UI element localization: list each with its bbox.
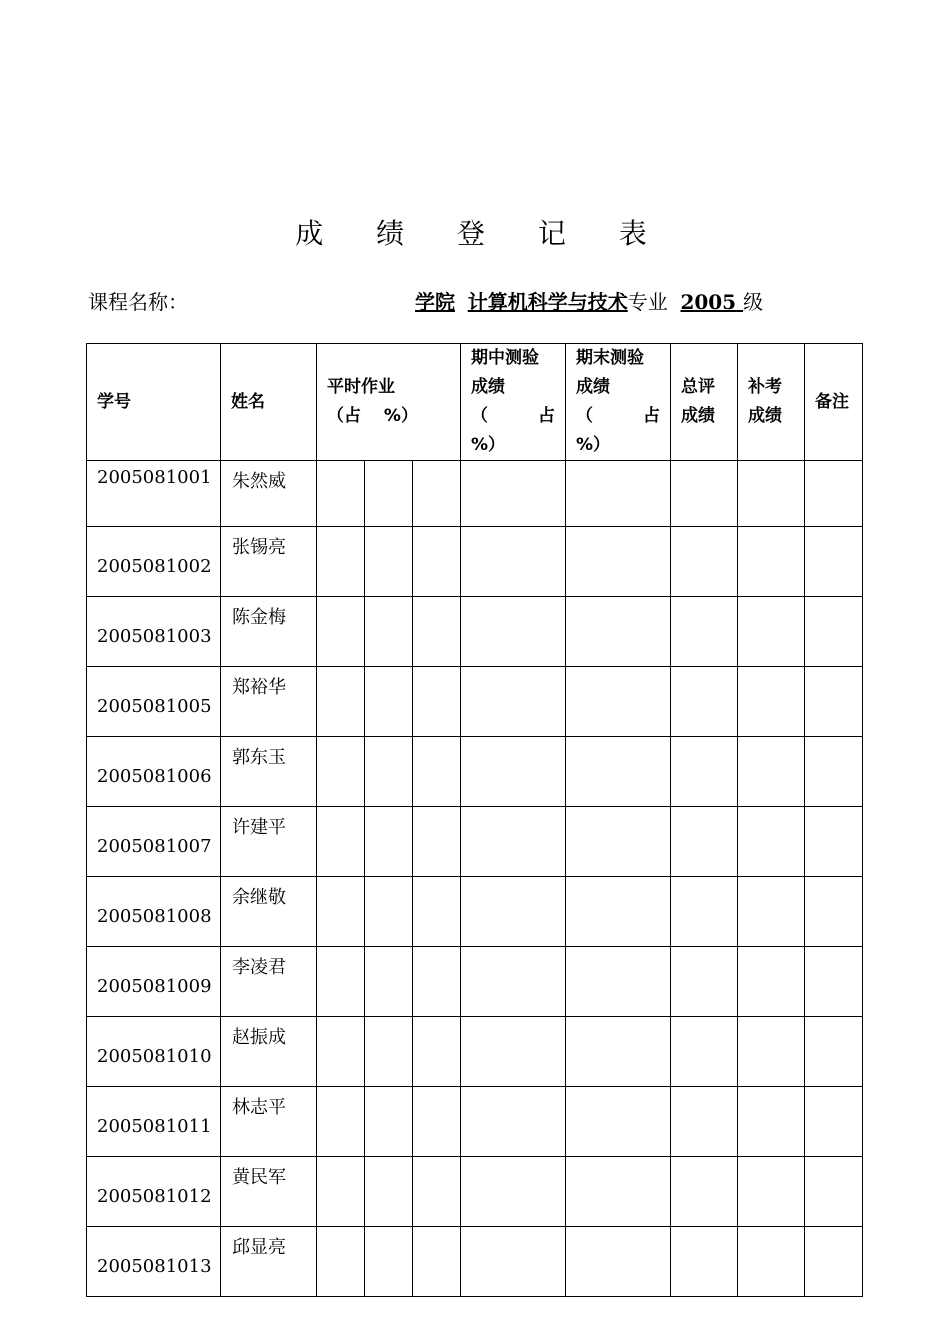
grade-cell-regular-3[interactable]	[413, 667, 461, 737]
grade-cell-final[interactable]	[566, 461, 671, 527]
grade-cell-regular-3[interactable]	[413, 1087, 461, 1157]
grade-cell-remarks[interactable]	[805, 1157, 863, 1227]
grade-cell-makeup[interactable]	[738, 1017, 805, 1087]
grade-cell-regular-2[interactable]	[365, 1227, 413, 1297]
grade-cell-final[interactable]	[566, 1017, 671, 1087]
grade-cell-regular-3[interactable]	[413, 1157, 461, 1227]
student-id-cell: 2005081008	[87, 877, 221, 947]
grade-cell-final[interactable]	[566, 597, 671, 667]
grade-cell-midterm[interactable]	[461, 1017, 566, 1087]
grade-cell-makeup[interactable]	[738, 947, 805, 1017]
grade-cell-regular-2[interactable]	[365, 1017, 413, 1087]
grade-table	[86, 343, 863, 1297]
grade-cell-regular-1[interactable]	[317, 947, 365, 1017]
grade-cell-regular-2[interactable]	[365, 1157, 413, 1227]
grade-cell-remarks[interactable]	[805, 807, 863, 877]
grade-cell-regular-2[interactable]	[365, 947, 413, 1017]
student-name-cell: 郭东玉	[221, 737, 317, 807]
grade-cell-regular-1[interactable]	[317, 1157, 365, 1227]
grade-cell-remarks[interactable]	[805, 947, 863, 1017]
grade-cell-makeup[interactable]	[738, 527, 805, 597]
grade-cell-regular-2[interactable]	[365, 1087, 413, 1157]
grade-cell-total[interactable]	[671, 1017, 738, 1087]
grade-cell-final[interactable]	[566, 1157, 671, 1227]
grade-cell-remarks[interactable]	[805, 1227, 863, 1297]
grade-cell-midterm[interactable]	[461, 461, 566, 527]
grade-cell-makeup[interactable]	[738, 1227, 805, 1297]
grade-cell-regular-1[interactable]	[317, 527, 365, 597]
grade-cell-regular-2[interactable]	[365, 737, 413, 807]
grade-cell-remarks[interactable]	[805, 737, 863, 807]
grade-cell-final[interactable]	[566, 1087, 671, 1157]
major-name: 计算机科学与技术	[467, 290, 628, 314]
grade-cell-regular-2[interactable]	[365, 667, 413, 737]
header-midterm: 期中测验 成绩 （ 占 %）	[461, 344, 566, 461]
student-name-cell: 郑裕华	[221, 667, 317, 737]
major-suffix: 专业	[627, 290, 668, 314]
grade-cell-total[interactable]	[671, 807, 738, 877]
table-row	[87, 667, 863, 737]
grade-cell-midterm[interactable]	[461, 877, 566, 947]
table-row	[87, 597, 863, 667]
student-name-cell: 李凌君	[221, 947, 317, 1017]
grade-cell-midterm[interactable]	[461, 737, 566, 807]
header-regular-work: 平时作业 （占 %）	[317, 344, 461, 461]
student-id-cell: 2005081009	[87, 947, 221, 1017]
student-name-cell: 赵振成	[221, 1017, 317, 1087]
grade-cell-regular-3[interactable]	[413, 461, 461, 527]
grade-cell-total[interactable]	[671, 1157, 738, 1227]
grade-cell-remarks[interactable]	[805, 1087, 863, 1157]
table-row	[87, 947, 863, 1017]
grade-cell-midterm[interactable]	[461, 527, 566, 597]
grade-cell-makeup[interactable]	[738, 1157, 805, 1227]
student-id-cell: 2005081007	[87, 807, 221, 877]
grade-cell-total[interactable]	[671, 461, 738, 527]
table-row	[87, 461, 863, 527]
grade-cell-midterm[interactable]	[461, 807, 566, 877]
grade-cell-final[interactable]	[566, 667, 671, 737]
table-row	[87, 1227, 863, 1297]
grade-cell-regular-1[interactable]	[317, 877, 365, 947]
grade-cell-regular-2[interactable]	[365, 877, 413, 947]
student-name-cell: 许建平	[221, 807, 317, 877]
student-name-cell: 林志平	[221, 1087, 317, 1157]
header-name: 姓名	[221, 344, 317, 461]
student-id-cell: 2005081005	[87, 667, 221, 737]
grade-cell-midterm[interactable]	[461, 1157, 566, 1227]
year-suffix: 级	[743, 290, 764, 314]
table-row	[87, 527, 863, 597]
student-id-cell: 2005081003	[87, 597, 221, 667]
student-id-cell: 2005081012	[87, 1157, 221, 1227]
grade-cell-makeup[interactable]	[738, 1087, 805, 1157]
grade-cell-total[interactable]	[671, 597, 738, 667]
grade-cell-regular-3[interactable]	[413, 1227, 461, 1297]
grade-cell-makeup[interactable]	[738, 877, 805, 947]
grade-cell-final[interactable]	[566, 527, 671, 597]
student-id-cell: 2005081010	[87, 1017, 221, 1087]
grade-cell-remarks[interactable]	[805, 877, 863, 947]
grade-cell-total[interactable]	[671, 877, 738, 947]
grade-cell-regular-3[interactable]	[413, 1017, 461, 1087]
student-name-cell: 张锡亮	[221, 527, 317, 597]
student-id-cell: 2005081001	[87, 461, 221, 527]
grade-cell-total[interactable]	[671, 1087, 738, 1157]
grade-cell-final[interactable]	[566, 807, 671, 877]
grade-cell-total[interactable]	[671, 667, 738, 737]
header-row	[87, 344, 863, 461]
student-name-cell: 陈金梅	[221, 597, 317, 667]
table-row	[87, 737, 863, 807]
grade-cell-regular-2[interactable]	[365, 597, 413, 667]
grade-cell-regular-3[interactable]	[413, 527, 461, 597]
table-row	[87, 807, 863, 877]
grade-cell-regular-1[interactable]	[317, 737, 365, 807]
grade-cell-regular-1[interactable]	[317, 1227, 365, 1297]
student-name-cell: 邱显亮	[221, 1227, 317, 1297]
student-name-cell: 黄民军	[221, 1157, 317, 1227]
grade-cell-regular-3[interactable]	[413, 877, 461, 947]
grade-cell-makeup[interactable]	[738, 597, 805, 667]
table-row	[87, 1017, 863, 1087]
grade-cell-remarks[interactable]	[805, 1017, 863, 1087]
grade-cell-regular-1[interactable]	[317, 461, 365, 527]
grade-cell-regular-1[interactable]	[317, 597, 365, 667]
grade-cell-makeup[interactable]	[738, 667, 805, 737]
page-title: 成 绩 登 记 表	[295, 217, 669, 250]
grade-cell-regular-2[interactable]	[365, 461, 413, 527]
grade-cell-midterm[interactable]	[461, 1227, 566, 1297]
grade-cell-midterm[interactable]	[461, 947, 566, 1017]
grade-cell-total[interactable]	[671, 947, 738, 1017]
grade-cell-remarks[interactable]	[805, 527, 863, 597]
grade-cell-final[interactable]	[566, 1227, 671, 1297]
grade-cell-makeup[interactable]	[738, 737, 805, 807]
year-value: 2005	[680, 290, 737, 314]
grade-cell-total[interactable]	[671, 527, 738, 597]
header-student-id: 学号	[87, 344, 221, 461]
table-row	[87, 1157, 863, 1227]
student-name-cell: 余继敬	[221, 877, 317, 947]
grade-cell-regular-2[interactable]	[365, 807, 413, 877]
grade-cell-total[interactable]	[671, 737, 738, 807]
student-id-cell: 2005081002	[87, 527, 221, 597]
grade-cell-remarks[interactable]	[805, 461, 863, 527]
header-final: 期末测验 成绩 （ 占 %）	[566, 344, 671, 461]
table-row	[87, 877, 863, 947]
grade-cell-remarks[interactable]	[805, 667, 863, 737]
student-id-cell: 2005081011	[87, 1087, 221, 1157]
grade-cell-regular-3[interactable]	[413, 807, 461, 877]
grade-cell-midterm[interactable]	[461, 667, 566, 737]
grade-cell-final[interactable]	[566, 877, 671, 947]
grade-cell-midterm[interactable]	[461, 597, 566, 667]
grade-cell-final[interactable]	[566, 947, 671, 1017]
program-info	[415, 286, 763, 315]
header-total: 总评 成绩	[671, 344, 738, 461]
grade-cell-total[interactable]	[671, 1227, 738, 1297]
grade-cell-regular-3[interactable]	[413, 597, 461, 667]
table-row	[87, 1087, 863, 1157]
grade-cell-regular-1[interactable]	[317, 1017, 365, 1087]
header-makeup: 补考 成绩	[738, 344, 805, 461]
student-name-cell: 朱然威	[221, 461, 317, 527]
grade-cell-midterm[interactable]	[461, 1087, 566, 1157]
college-label: 学院	[415, 290, 455, 314]
grade-cell-regular-1[interactable]	[317, 667, 365, 737]
grade-cell-makeup[interactable]	[738, 461, 805, 527]
course-name-label: 课程名称：	[88, 290, 188, 314]
header-remarks: 备注	[805, 344, 863, 461]
grade-cell-regular-1[interactable]	[317, 1087, 365, 1157]
grade-cell-regular-3[interactable]	[413, 947, 461, 1017]
grade-cell-regular-1[interactable]	[317, 807, 365, 877]
grade-cell-remarks[interactable]	[805, 597, 863, 667]
student-id-cell: 2005081013	[87, 1227, 221, 1297]
grade-cell-final[interactable]	[566, 737, 671, 807]
grade-cell-regular-3[interactable]	[413, 737, 461, 807]
student-id-cell: 2005081006	[87, 737, 221, 807]
grade-cell-regular-2[interactable]	[365, 527, 413, 597]
grade-cell-makeup[interactable]	[738, 807, 805, 877]
